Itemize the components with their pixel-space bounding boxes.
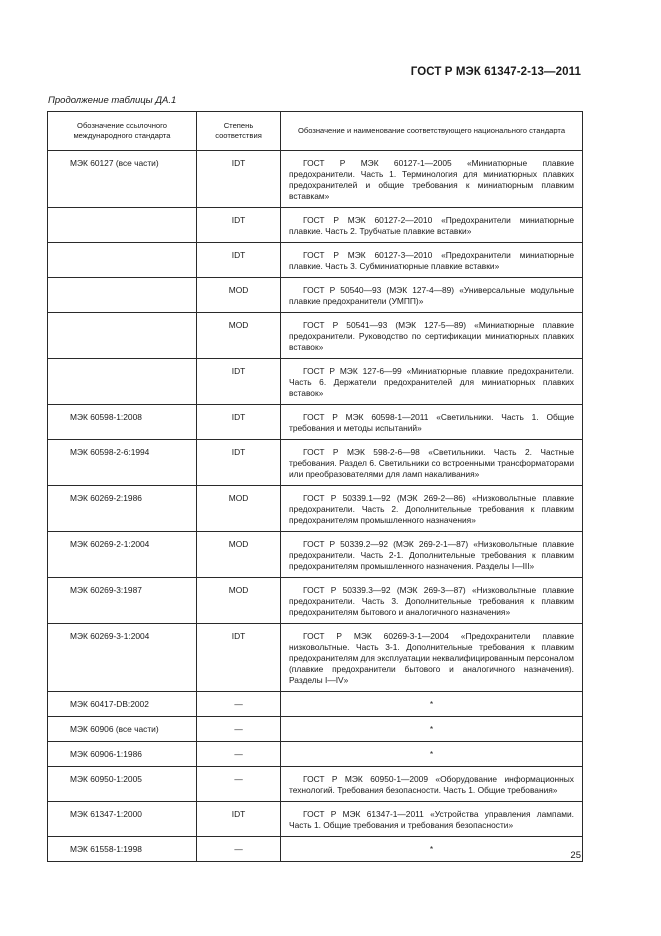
degree-cell: MOD xyxy=(197,532,281,578)
reference-standard-cell: МЭК 61347-1:2000 xyxy=(48,802,197,837)
column-header-reference: Обозначение ссылочного международного стандарта xyxy=(48,112,197,151)
degree-cell: — xyxy=(197,767,281,802)
reference-standard-cell: МЭК 60127 (все части) xyxy=(48,151,197,208)
national-standard-cell xyxy=(281,208,583,243)
national-standard-cell xyxy=(281,578,583,624)
national-standard-text: ГОСТ Р 50339.3—92 (МЭК 269-3—87) «Низковольтные плавкие предохранители. Часть 3. Дополнительные требования к плавким предохранителям бытового и аналогичного назначения» xyxy=(289,585,574,617)
national-standard-text: * xyxy=(429,844,434,854)
reference-standard-cell: МЭК 60269-2-1:2004 xyxy=(48,532,197,578)
degree-cell: MOD xyxy=(197,313,281,359)
reference-standard-cell: МЭК 61558-1:1998 xyxy=(48,837,197,862)
national-standard-cell xyxy=(281,742,583,767)
national-standard-cell xyxy=(281,767,583,802)
national-standard-cell xyxy=(281,151,583,208)
reference-standard-cell: МЭК 60906-1:1986 xyxy=(48,742,197,767)
national-standard-text: ГОСТ Р МЭК 127-6—99 «Миниатюрные плавкие предохранители. Часть 6. Держатели предохранителей для миниатюрных плавких вставок» xyxy=(289,366,574,398)
table-row xyxy=(48,208,583,243)
degree-cell: — xyxy=(197,837,281,862)
national-standard-text: ГОСТ Р 50540—93 (МЭК 127-4—89) «Универсальные модульные плавкие предохранители (УМПП)» xyxy=(289,285,574,306)
table-row xyxy=(48,624,583,692)
national-standard-text: ГОСТ Р МЭК 60127-1—2005 «Миниатюрные плавкие предохранители. Часть 1. Терминология для миниатюрных плавких предохранителей и общие требования к миниатюрным плавким вставкам» xyxy=(289,158,574,201)
national-standard-text: * xyxy=(429,724,434,734)
national-standard-text: * xyxy=(429,749,434,759)
table-row xyxy=(48,837,583,862)
reference-standard-cell: МЭК 60598-2-6:1994 xyxy=(48,440,197,486)
national-standard-cell xyxy=(281,359,583,405)
national-standard-cell xyxy=(281,717,583,742)
national-standard-text: ГОСТ Р МЭК 60269-3-1—2004 «Предохранители плавкие низковольтные. Часть 3-1. Дополнительные требования к плавким предохранителям для эксплуатации неквалифицированным персоналом (плавкие предохранители бытового и аналогичного назначения). Разделы I—IV» xyxy=(289,631,574,685)
national-standard-text: ГОСТ Р МЭК 60127-3—2010 «Предохранители миниатюрные плавкие. Часть 3. Субминиатюрные плавкие вставки» xyxy=(289,250,574,271)
degree-cell: IDT xyxy=(197,151,281,208)
table-row xyxy=(48,532,583,578)
table-row xyxy=(48,278,583,313)
national-standard-cell xyxy=(281,486,583,532)
national-standard-cell xyxy=(281,278,583,313)
national-standard-text: ГОСТ Р МЭК 60127-2—2010 «Предохранители миниатюрные плавкие. Часть 2. Трубчатые плавкие вставки» xyxy=(289,215,574,236)
degree-cell: IDT xyxy=(197,359,281,405)
national-standard-text: ГОСТ Р МЭК 61347-1—2011 «Устройства управления лампами. Часть 1. Общие требования и требования безопасности» xyxy=(289,809,574,830)
reference-standard-cell xyxy=(48,278,197,313)
page-number: 25 xyxy=(570,850,581,861)
national-standard-text: ГОСТ Р МЭК 60598-1—2011 «Светильники. Часть 1. Общие требования и методы испытаний» xyxy=(289,412,574,433)
reference-standard-cell: МЭК 60269-3-1:2004 xyxy=(48,624,197,692)
table-row xyxy=(48,692,583,717)
reference-standard-cell: МЭК 60598-1:2008 xyxy=(48,405,197,440)
national-standard-cell xyxy=(281,624,583,692)
table-row xyxy=(48,767,583,802)
standards-table xyxy=(47,111,583,862)
table-continuation-caption: Продолжение таблицы ДА.1 xyxy=(48,95,177,106)
degree-cell: MOD xyxy=(197,578,281,624)
table-row xyxy=(48,802,583,837)
national-standard-cell xyxy=(281,405,583,440)
reference-standard-cell xyxy=(48,208,197,243)
national-standard-cell xyxy=(281,532,583,578)
national-standard-text: ГОСТ Р 50339.1—92 (МЭК 269-2—86) «Низковольтные плавкие предохранители. Часть 2. Дополнительные требования к плавким предохранителям промышленного назначения» xyxy=(289,493,574,525)
national-standard-text: ГОСТ Р 50541—93 (МЭК 127-5—89) «Миниатюрные плавкие предохранители. Руководство по сертификации миниатюрных плавких вставок» xyxy=(289,320,574,352)
reference-standard-cell: МЭК 60269-3:1987 xyxy=(48,578,197,624)
table-row xyxy=(48,313,583,359)
reference-standard-cell xyxy=(48,359,197,405)
table-row xyxy=(48,578,583,624)
table-row xyxy=(48,486,583,532)
national-standard-cell xyxy=(281,802,583,837)
degree-cell: — xyxy=(197,717,281,742)
reference-standard-cell: МЭК 60269-2:1986 xyxy=(48,486,197,532)
national-standard-cell xyxy=(281,243,583,278)
national-standard-cell xyxy=(281,837,583,862)
column-header-degree: Степень соответствия xyxy=(197,112,281,151)
document-code-header: ГОСТ Р МЭК 61347-2-13—2011 xyxy=(410,66,581,78)
table-row xyxy=(48,243,583,278)
table-body xyxy=(48,151,583,862)
national-standard-cell xyxy=(281,692,583,717)
table-header xyxy=(48,112,583,151)
table-row xyxy=(48,742,583,767)
column-header-national: Обозначение и наименование соответствующего национального стандарта xyxy=(281,112,583,151)
reference-standard-cell: МЭК 60417-DB:2002 xyxy=(48,692,197,717)
national-standard-cell xyxy=(281,440,583,486)
degree-cell: MOD xyxy=(197,486,281,532)
table-row xyxy=(48,151,583,208)
degree-cell: IDT xyxy=(197,802,281,837)
table-row xyxy=(48,359,583,405)
reference-standard-cell: МЭК 60906 (все части) xyxy=(48,717,197,742)
reference-standard-cell xyxy=(48,313,197,359)
degree-cell: IDT xyxy=(197,405,281,440)
national-standard-text: * xyxy=(429,699,434,709)
table-row xyxy=(48,440,583,486)
degree-cell: IDT xyxy=(197,624,281,692)
degree-cell: IDT xyxy=(197,208,281,243)
national-standard-cell xyxy=(281,313,583,359)
table-row xyxy=(48,717,583,742)
national-standard-text: ГОСТ Р МЭК 60950-1—2009 «Оборудование информационных технологий. Требования безопасности. Часть 1. Общие требования» xyxy=(289,774,574,795)
degree-cell: — xyxy=(197,692,281,717)
degree-cell: MOD xyxy=(197,278,281,313)
degree-cell: — xyxy=(197,742,281,767)
degree-cell: IDT xyxy=(197,440,281,486)
reference-standard-cell: МЭК 60950-1:2005 xyxy=(48,767,197,802)
header-row xyxy=(48,112,583,151)
national-standard-text: ГОСТ Р МЭК 598-2-6—98 «Светильники. Часть 2. Частные требования. Раздел 6. Светильники со встроенными трансформаторами или преобразователями для ламп накаливания» xyxy=(289,447,574,479)
degree-cell: IDT xyxy=(197,243,281,278)
national-standard-text: ГОСТ Р 50339.2—92 (МЭК 269-2-1—87) «Низковольтные плавкие предохранители. Часть 2-1. Дополнительные требования к плавким предохранителям промышленного назначения. Разделы I—III» xyxy=(289,539,574,571)
table-row xyxy=(48,405,583,440)
reference-standard-cell xyxy=(48,243,197,278)
